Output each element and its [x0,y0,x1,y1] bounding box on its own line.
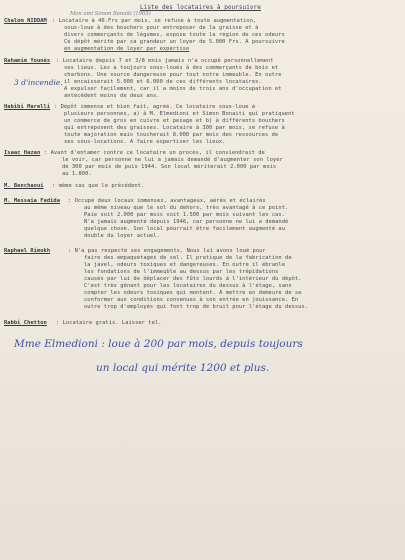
entry-line: au 1.800. [62,171,92,177]
entry-line: : Dépôt immense et bien fait, agréé. Ce locataire sous-loue à [54,104,256,110]
tenant-name: Rabbi Chetton [4,320,47,326]
entry-line: Ce dépôt mérite par sa grandeur un loyer de 5.000 Frs. A poursuivre [64,39,285,45]
handwritten-note: un local qui mérite 1200 et plus. [96,362,270,374]
entry-line: en augmentation de loyer par expertise [64,46,190,52]
entry-line: le voir, car personne ne lui a jamais demandé d'augmenter son loyer [62,157,283,163]
tenant-name: M. Messaia Fadida [4,198,61,204]
document-title: Liste des locataires à poursuivre [140,4,261,11]
entry-line: plusieurs personnes, a) à M. Elmedioni et Simon Bonaiti qui pratiquent [64,111,295,117]
entry-line: : Avant d'entamer contre ce locataire un procès, il conviendrait de [44,150,265,156]
entry-line: antécédent moins de deux ans. [64,93,160,99]
entry-line: faire des empaquetages de sel. Il pratique de la fabrication de [84,255,292,261]
entry-line: qui entreposent des graisses. Locataire à 300 par mois, se refuse à [64,125,285,131]
entry-line: conformer aux conditions convenues à son entrée en jouissance. En [84,297,299,303]
entry-line: toute majoration mais toucherait 8.000 par mois des ressources de [64,132,279,138]
entry-line: quelque chose. Son local pourrait être facilement augmenté au [84,226,286,232]
entry-line: : Locataire depuis 7 et 3/8 mois jamais n'a occupé personnellement [56,58,274,64]
tenant-name: Raphael Rimokh [4,248,51,254]
entry-line: la javel, odeurs toxiques et dangereuses. En outre il ébranle [84,262,286,268]
entry-line: les fondations de l'immeuble au dessus par les trépidations [84,269,279,275]
entry-line: compter les odeurs toxiques qui montent. A mettre en demeure de se [84,290,302,296]
entry-line: charbons. Une source dangereuse pour tout notre immeuble. En outre [64,72,282,78]
entry-line: : même cas que le précédent. [52,183,145,189]
entry-line: : Occupe deux locaux immenses, avantageux, aérés et éclairés [68,198,266,204]
entry-line: C'est très gênant pour les locataires du dessus à l'étage, sans [84,283,292,289]
handwritten-note: Mme Elmedioni : loue à 200 par mois, depuis toujours [14,338,303,350]
entry-line: : Locataire gratis. Laisser tel. [56,320,162,326]
entry-line: divers commerçants de légumes, expose toute la région de ces odeurs [64,32,285,38]
entry-line: : Locataire à 40.Frs par mois, se refuse à toute augmentation, [52,18,257,24]
entry-line: : N'a pas respecté ses engagements. Nous lui avons loué pour [68,248,266,254]
entry-line: au même niveau que le sol du dehors, très avantagé à ce point. [84,205,289,211]
entry-line: un commerce de gros en cuivre et pesage et b) à différents bouchers [64,118,285,124]
entry-line: ses sous-locations. A faire expertiser les lieux. [64,139,226,145]
entry-line: de 300 par mois de puis 1944. Son local mériterait 2.000 par mois [62,164,277,170]
tenant-name: Chalom NIDDAM [4,18,47,24]
top-annotation: Mon ami Simon Bonaiti (1965) [70,11,151,17]
entry-line: causés par lui de déplacer des fûts lourds à l'intérieur du dépôt. [84,276,302,282]
tenant-name: M. Benchaoui [4,183,44,189]
entry-line: outre trop d'employés qui font trop de bruit pour l'étage du dessus. [84,304,309,310]
entry-line: double du loyer actuel. [84,233,160,239]
entry-line: ses lieux. Les a toujours sous-loués à des commerçants de bois et [64,65,279,71]
entry-line: N'a jamais augmenté depuis 1946, car personne ne lui a demandé [84,219,289,225]
tenant-name: Isaac Hazan [4,150,41,156]
entry-line: A expulser facilement, car il a moins de trois ans d'occupation et [64,86,282,92]
entry-line: il encaisserait 5.000 et 6.000 de ces différents locataires. [64,79,262,85]
entry-line: sous-loue à des bouchers pour entreposer de la graisse et à [64,25,259,31]
tenant-name: Habibi Marelli [4,104,51,110]
tenant-name: Rahamim Younès [4,58,51,64]
entry-line: Paie soit 2.000 par mois soit 1.500 par mois suivant les cas. [84,212,286,218]
margin-annotation: 3 d'incendie. [14,78,63,87]
